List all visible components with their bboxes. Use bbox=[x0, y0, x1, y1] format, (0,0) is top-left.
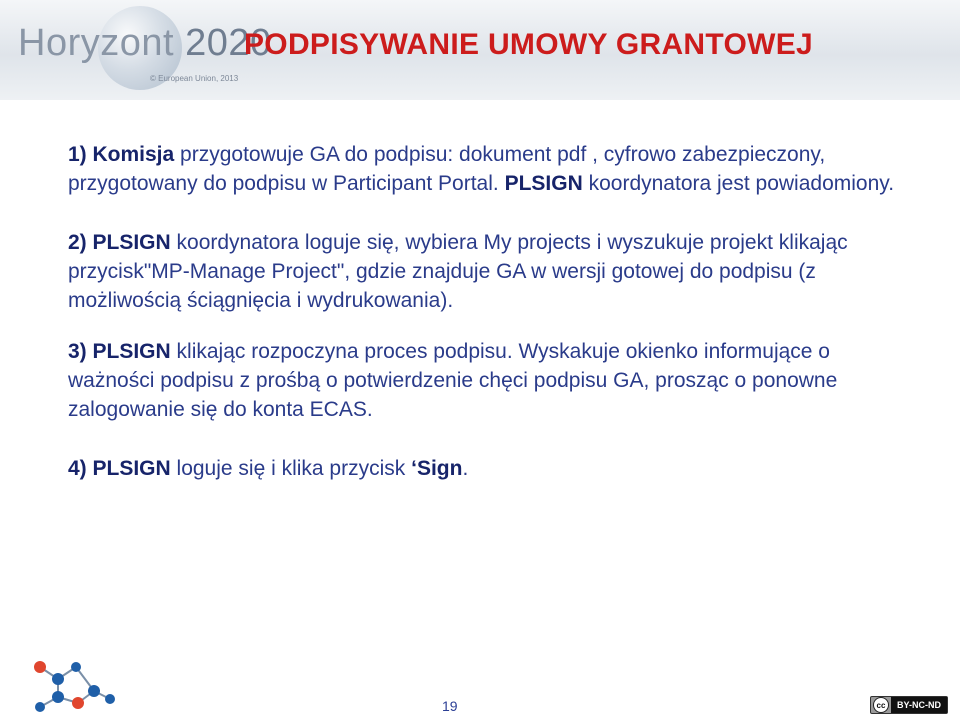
logo-year: 2020 bbox=[185, 22, 272, 64]
step-1-text-2: koordynatora jest powiadomiony. bbox=[582, 172, 895, 195]
slide-title: PODPISYWANIE UMOWY GRANTOWEJ bbox=[244, 28, 814, 61]
step-1-lead-2: PLSIGN bbox=[504, 172, 583, 195]
cc-license-badge bbox=[870, 696, 948, 714]
molecule-logo-icon bbox=[28, 655, 118, 713]
cc-license-text: BY-NC-ND bbox=[891, 697, 947, 713]
step-2 bbox=[68, 228, 918, 315]
step-1-text: przygotowuje GA do podpisu: dokument pdf , cyfrowo zabezpieczony, przygotowany do podpisu w Participant Portal. bbox=[68, 143, 826, 195]
slide-content bbox=[68, 140, 918, 513]
step-1 bbox=[68, 140, 918, 198]
sign-button-label: ‘Sign bbox=[411, 457, 463, 480]
logo-copyright: © European Union, 2013 bbox=[150, 74, 239, 83]
step-2-lead: 2) PLSIGN bbox=[68, 231, 171, 254]
page-number: 19 bbox=[442, 698, 458, 714]
step-2-text: koordynatora loguje się, wybiera My projects i wyszukuje projekt klikając przycisk"MP-Manage Project", gdzie znajduje GA w wersji gotowej do podpisu (z możliwością ściągnięcia i wydrukowania). bbox=[68, 231, 848, 312]
step-3 bbox=[68, 337, 918, 424]
step-3-text: klikając rozpoczyna proces podpisu. Wyskakuje okienko informujące o ważności podpisu z prośbą o potwierdzenie chęci podpisu GA, prosząc o ponowne zalogowanie się do konta ECAS. bbox=[68, 340, 838, 421]
cc-icon: cc bbox=[873, 697, 889, 713]
step-3-lead: 3) PLSIGN bbox=[68, 340, 171, 363]
step-4-tail: . bbox=[462, 457, 469, 480]
step-4-text: loguje się i klika przycisk bbox=[170, 457, 412, 480]
horizon-2020-logo bbox=[18, 22, 272, 65]
step-4 bbox=[68, 454, 918, 483]
step-4-lead: 4) PLSIGN bbox=[68, 457, 171, 480]
step-1-lead: 1) Komisja bbox=[68, 143, 175, 166]
logo-name: Horyzont bbox=[18, 22, 175, 64]
